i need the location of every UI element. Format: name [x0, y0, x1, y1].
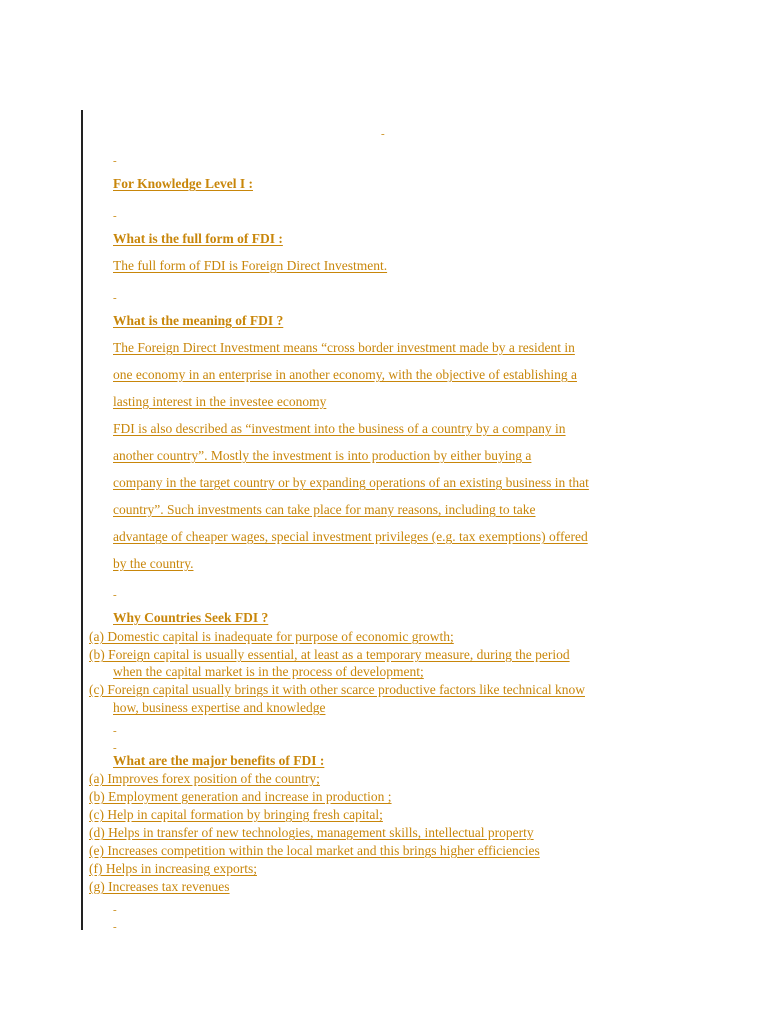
meaning-line: by the country.: [113, 556, 194, 571]
dash-marker: -: [113, 725, 117, 737]
meaning-line: FDI is also described as “investment into the business of a country by a company in: [113, 421, 566, 436]
meaning-line: company in the target country or by expanding operations of an existing business in that: [113, 475, 589, 490]
list-item: (g) Increases tax revenues: [89, 879, 230, 894]
list-item: (b) Employment generation and increase in production ;: [89, 789, 392, 804]
dash-marker: -: [113, 904, 117, 916]
dash-marker: -: [113, 292, 117, 304]
question-benefits: What are the major benefits of FDI :: [113, 753, 325, 768]
question-meaning: What is the meaning of FDI ?: [113, 313, 284, 328]
list-item: (a) Improves forex position of the country;: [89, 771, 320, 786]
list-item: (a) Domestic capital is inadequate for purpose of economic growth;: [89, 629, 454, 644]
question-full-form: What is the full form of FDI :: [113, 231, 283, 246]
list-item-continuation: when the capital market is in the process of development;: [113, 664, 424, 679]
dash-marker: -: [113, 742, 117, 754]
meaning-line: lasting interest in the investee economy: [113, 394, 327, 409]
knowledge-level-heading: For Knowledge Level I :: [113, 176, 253, 191]
list-item: (d) Helps in transfer of new technologies, management skills, intellectual property: [89, 825, 534, 840]
question-why-seek: Why Countries Seek FDI ?: [113, 610, 269, 625]
answer-full-form: The full form of FDI is Foreign Direct Investment.: [113, 258, 388, 273]
meaning-line: another country”. Mostly the investment is into production by either buying a: [113, 448, 532, 463]
meaning-line: advantage of cheaper wages, special investment privileges (e.g. tax exemptions) offered: [113, 529, 588, 544]
list-item: (c) Foreign capital usually brings it with other scarce productive factors like technical know: [89, 682, 585, 697]
dash-marker: -: [113, 921, 117, 933]
meaning-line: The Foreign Direct Investment means “cross border investment made by a resident in: [113, 340, 575, 355]
list-item: (c) Help in capital formation by bringing fresh capital;: [89, 807, 383, 822]
list-item-continuation: how, business expertise and knowledge: [113, 700, 326, 715]
meaning-line: one economy in an enterprise in another economy, with the objective of establishing a: [113, 367, 577, 382]
dash-marker: -: [381, 128, 385, 140]
list-item: (f) Helps in increasing exports;: [89, 861, 257, 876]
dash-marker: -: [113, 210, 117, 222]
list-item: (e) Increases competition within the local market and this brings higher efficiencies: [89, 843, 540, 858]
dash-marker: -: [113, 155, 117, 167]
dash-marker: -: [113, 589, 117, 601]
meaning-line: country”. Such investments can take place for many reasons, including to take: [113, 502, 536, 517]
list-item: (b) Foreign capital is usually essential, at least as a temporary measure, during the period: [89, 647, 570, 662]
